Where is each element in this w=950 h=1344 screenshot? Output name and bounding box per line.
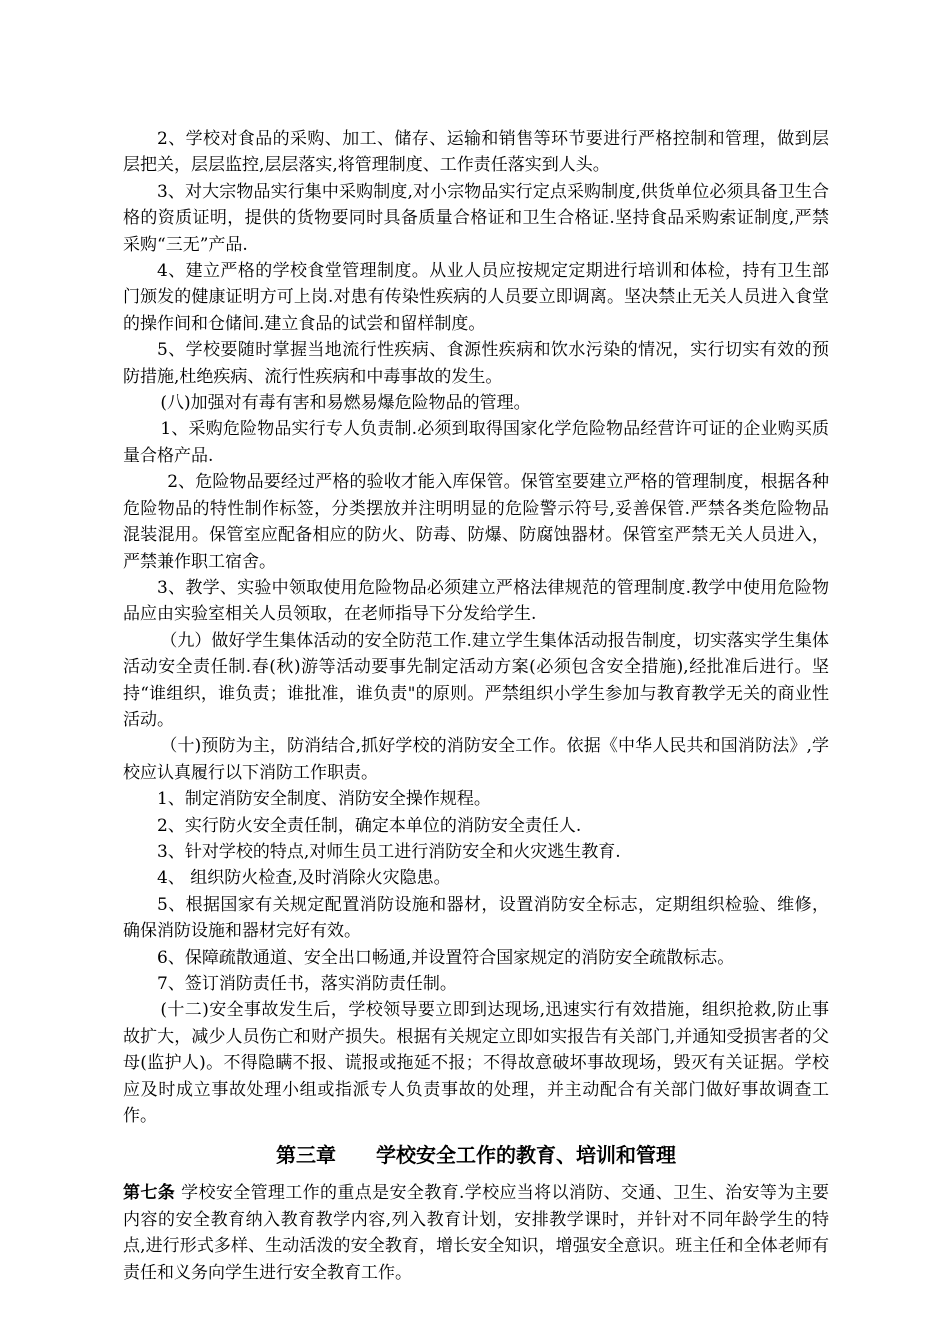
paragraph: 3、教学、实验中领取使用危险物品必须建立严格法律规范的管理制度.教学中使用危险物品应由实验室相关人员领取，在老师指导下分发给学生.: [123, 577, 829, 625]
paragraph: (十二)安全事故发生后，学校领导要立即到达现场,迅速实行有效措施，组织抢救,防止事故扩大，减少人员伤亡和财产损失。根据有关规定立即如实报告有关部门,并通知受损害者的父母(监护人)。不得隐瞒不报、谎报或拖延不报；不得故意破坏事故现场，毁灭有关证据。学校应及时成立事故处理小组或指派专人负责事故的处理，并主动配合有关部门做好事故调查工作。: [123, 1000, 829, 1127]
paragraph: 2、危险物品要经过严格的验收才能入库保管。保管室要建立严格的管理制度，根据各种危险物品的特性制作标签，分类摆放并注明明显的危险警示符号,妥善保管.严禁各类危险物品混装混用。保管室应配备相应的防火、防毒、防爆、防腐蚀器材。保管室严禁无关人员进入，严禁兼作职工宿舍。: [123, 472, 829, 572]
article-text: 学校安全管理工作的重点是安全教育.学校应当将以消防、交通、卫生、治安等为主要内容的安全教育纳入教育教学内容,列入教育计划，安排教学课时，并针对不同年龄学生的特点,进行形式多样、生动活泼的安全教育，增长安全知识，增强安全意识。班主任和全体老师有责任和义务向学生进行安全教育工作。: [123, 1183, 830, 1283]
paragraph: 4、 组织防火检查,及时消除火灾隐患。: [157, 868, 451, 889]
document-page: [123, 126, 829, 1286]
paragraph: （九）做好学生集体活动的安全防范工作.建立学生集体活动报告制度，切实落实学生集体活动安全责任制.春(秋)游等活动要事先制定活动方案(必须包含安全措施),经批准后进行。坚持“谁组织，谁负责；谁批准，谁负责"的原则。严禁组织小学生参加与教育教学无关的商业性活动。: [123, 630, 829, 730]
article-label: 第七条: [123, 1183, 176, 1204]
paragraph: 2、学校对食品的采购、加工、储存、运输和销售等环节要进行严格控制和管理，做到层层把关，层层监控,层层落实,将管理制度、工作责任落实到人头。: [123, 129, 829, 176]
paragraph: 3、对大宗物品实行集中采购制度,对小宗物品实行定点采购制度,供货单位必须具备卫生合格的资质证明，提供的货物要同时具备质量合格证和卫生合格证.坚持食品采购索证制度,严禁采购“三无”产品.: [123, 181, 829, 255]
paragraph: (八)加强对有毒有害和易燃易爆危险物品的管理。: [160, 393, 531, 414]
paragraph: 2、实行防火安全责任制，确定本单位的消防安全责任人.: [157, 815, 582, 836]
article-paragraph: [123, 1180, 829, 1286]
paragraph: 1、采购危险物品实行专人负责制.必须到取得国家化学危险物品经营许可证的企业购买质量合格产品.: [123, 419, 829, 466]
paragraph: 7、签订消防责任书，落实消防责任制。: [157, 974, 457, 994]
paragraph: 1、制定消防安全制度、消防安全操作规程。: [157, 789, 491, 810]
paragraph: 5、根据国家有关规定配置消防设施和器材，设置消防安全标志，定期组织检验、维修，确保消防设施和器材完好有效。: [123, 894, 829, 942]
paragraph: 6、保障疏散通道、安全出口畅通,并设置符合国家规定的消防安全疏散标志。: [157, 947, 735, 968]
chapter-heading: 第三章 学校安全工作的教育、培训和管理: [276, 1143, 676, 1168]
paragraph: 5、学校要随时掌握当地流行性疾病、食源性疾病和饮水污染的情况，实行切实有效的预防措施,杜绝疾病、流行性疾病和中毒事故的发生。: [123, 340, 829, 387]
body-text: [123, 126, 829, 1129]
paragraph: 4、建立严格的学校食堂管理制度。从业人员应按规定定期进行培训和体检，持有卫生部门颁发的健康证明方可上岗.对患有传染性疾病的人员要立即调离。坚决禁止无关人员进入食堂的操作间和仓储间.建立食品的试尝和留样制度。: [123, 261, 829, 334]
paragraph: 3、针对学校的特点,对师生员工进行消防安全和火灾逃生教育.: [157, 841, 621, 862]
paragraph: （十)预防为主，防消结合,抓好学校的消防安全工作。依据《中华人民共和国消防法》,学校应认真履行以下消防工作职责。: [123, 736, 829, 783]
